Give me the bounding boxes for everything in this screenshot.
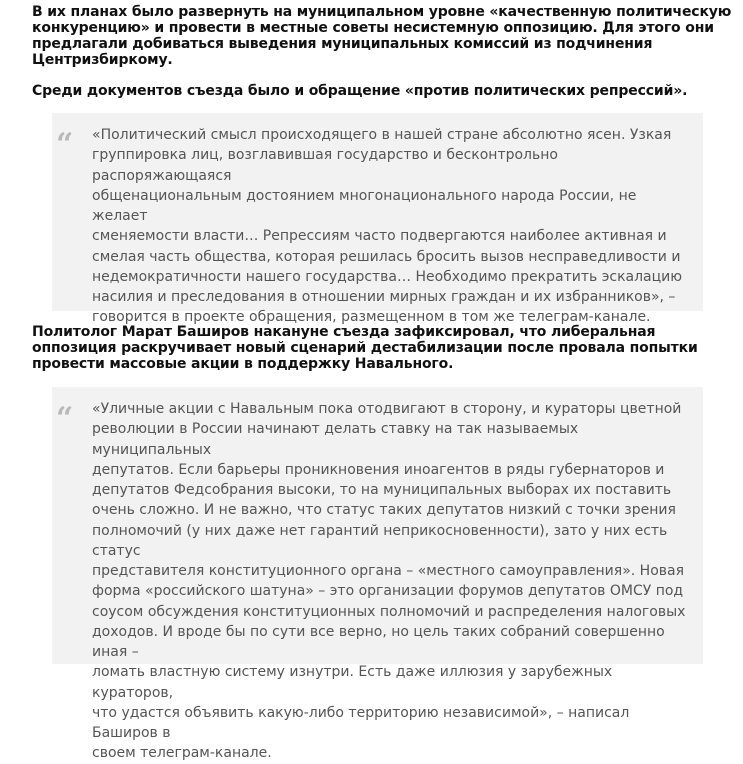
paragraph-municipal-plans: В их планах было развернуть на муниципальном уровне «качественную политическую конкуренцию» и провести в местные советы несистемную оппозицию. Для этого они предлагали добиваться выведения муниципальных комиссий из подчинения Центризбиркому. [32,4,732,68]
blockquote-appeal-text: «Политический смысл происходящего в нашей стране абсолютно ясен. Узкая группировка лиц, возглавившая государство и бесконтрольно распоряжающаяся общенациональным достоянием многонационального народа России, не желает сменяемости власти… Репрессиям часто подвергаются наиболее активная и смелая часть общества, которая решилась бросить вызов несправедливости и недемократичности нашего государства… Необходимо прекратить эскалацию насилия и преследования в отношении мирных граждан и их избранников», – говорится в проекте обращения, размещенном в том же телеграм-канале. [92,127,683,326]
article-body [32,4,743,762]
blockquote-bashirov [52,387,703,762]
paragraph-bashirov: Политолог Марат Баширов накануне съезда зафиксировал, что либеральная оппозиция раскручивает новый сценарий дестабилизации после провала попытки провести массовые акции в поддержку Навального. [32,324,698,372]
quote-mark-icon: “ [56,127,74,162]
paragraph-repressions-appeal: Среди документов съезда было и обращение «против политических репрессий». [32,83,688,99]
blockquote-appeal [52,113,703,326]
quote-mark-icon: “ [56,401,74,436]
blockquote-bashirov-text: «Уличные акции с Навальным пока отодвигают в сторону, и кураторы цветной революции в России начинают делать ставку на так называемых муниципальных депутатов. Если барьеры проникновения иноагентов в ряды губернаторов и депутатов Федсобрания высоки, то на муниципальных выборах их поставить очень сложно. И не важно, что статус таких депутатов низкий с точки зрения полномочий (у них даже нет гарантий неприкосновенности), зато у них есть статус представителя конституционного органа – «местного самоуправления». Новая форма «российского шатуна» – это организации форумов депутатов ОМСУ под соусом обсуждения конституционных полномочий и распределения налоговых доходов. И вроде бы по сути все верно, но цель таких собраний совершенно иная – ломать властную систему изнутри. Есть даже иллюзия у зарубежных кураторов, что удастся объявить какую-либо территорию независимой», – написал Баширов в своем телеграм-канале. [92,401,686,762]
